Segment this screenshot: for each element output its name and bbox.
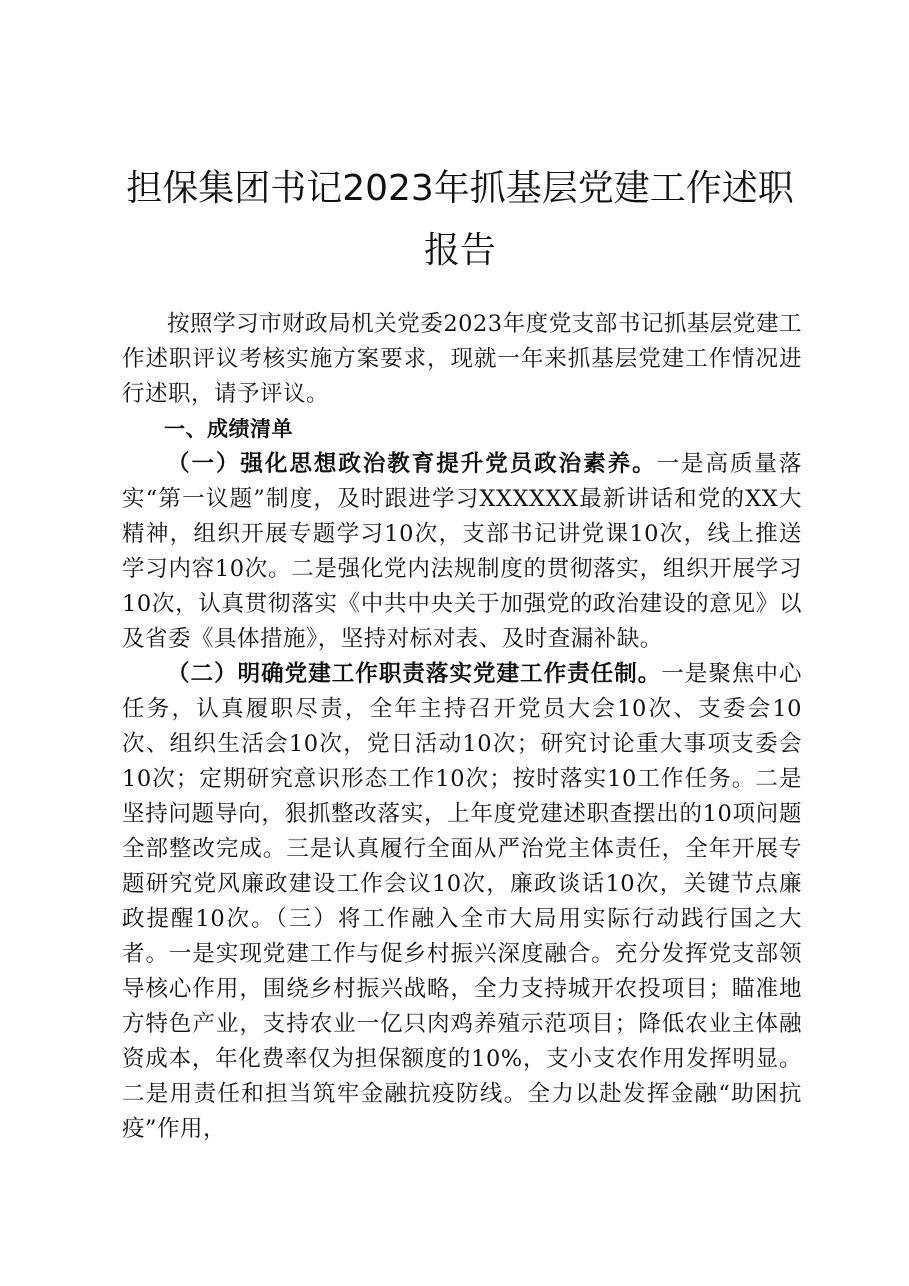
item-paragraph-2	[122, 657, 802, 1147]
document-title: 担保集团书记2023年抓基层党建工作述职报告	[126, 168, 794, 271]
item-paragraph-1	[122, 447, 802, 657]
section-heading: 一、成绩清单	[164, 417, 293, 441]
document-body	[122, 307, 802, 1147]
item-2-lead: （二）明确党建工作职责落实党建工作责任制。	[167, 661, 662, 687]
intro-paragraph: 按照学习市财政局机关党委2023年度党支部书记抓基层党建工作述职评议考核实施方案要求，现就一年来抓基层党建工作情况进行述职，请予评议。	[122, 311, 802, 407]
item-1-text: 一是高质量落实“第一议题”制度，及时跟进学习XXXXXX最新讲话和党的XX大精神，组织开展专题学习10次，支部书记讲党课10次，线上推送学习内容10次。二是强化党内法规制度的贯彻落实，组织开展学习10次，认真贯彻落实《中共中央关于加强党的政治建设的意见》以及省委《具体措施》，坚持对标对表、及时查漏补缺。	[122, 451, 802, 652]
item-2-text: 一是聚焦中心任务，认真履职尽责，全年主持召开党员大会10次、支委会10次、组织生活会10次，党日活动10次；研究讨论重大事项支委会10次；定期研究意识形态工作10次；按时落实10工作任务。二是坚持问题导向，狠抓整改落实，上年度党建述职查摆出的10项问题全部整改完成。三是认真履行全面从严治党主体责任，全年开展专题研究党风廉政建设工作会议10次，廉政谈话10次，关键节点廉政提醒10次。（三）将工作融入全市大局用实际行动践行国之大者。一是实现党建工作与促乡村振兴深度融合。充分发挥党支部领导核心作用，围绕乡村振兴战略，全力支持城开农投项目；瞄准地方特色产业，支持农业一亿只肉鸡养殖示范项目；降低农业主体融资成本，年化费率仅为担保额度的10%，支小支农作用发挥明显。二是用责任和担当筑牢金融抗疫防线。全力以赴发挥金融“助困抗疫”作用，	[122, 661, 802, 1142]
item-1-lead: （一）强化思想政治教育提升党员政治素养。	[167, 451, 657, 477]
